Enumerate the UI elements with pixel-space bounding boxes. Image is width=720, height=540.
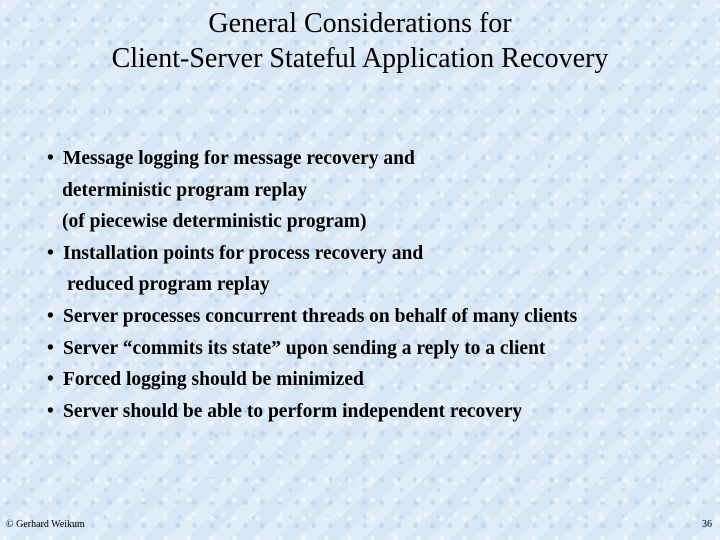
- bullet-line: [47, 238, 712, 270]
- bullet-line: [47, 396, 712, 428]
- bullet-icon: •: [47, 400, 54, 422]
- bullet-list: [47, 143, 712, 427]
- bullet-item: [47, 333, 712, 365]
- bullet-item: [47, 143, 712, 238]
- slide-title: [0, 6, 720, 76]
- bullet-item: [47, 396, 712, 428]
- bullet-icon: •: [47, 305, 54, 327]
- bullet-icon: •: [47, 337, 54, 359]
- bullet-continuation: (of piecewise deterministic program): [62, 211, 367, 233]
- bullet-text: Server should be able to perform independent recovery: [63, 400, 523, 422]
- bullet-line: [47, 333, 712, 365]
- bullet-text: Installation points for process recovery and: [63, 242, 424, 264]
- bullet-line: [47, 143, 712, 175]
- bullet-item: [47, 238, 712, 301]
- bullet-text: Server processes concurrent threads on behalf of many clients: [63, 305, 578, 327]
- bullet-line: [47, 301, 712, 333]
- bullet-icon: •: [47, 148, 54, 169]
- bullet-item: [47, 364, 712, 396]
- slide-title-line-1: General Considerations for: [208, 8, 512, 39]
- footer-copyright: © Gerhard Weikum: [6, 519, 85, 530]
- bullet-line: [47, 364, 712, 396]
- bullet-icon: •: [47, 242, 54, 264]
- bullet-continuation: reduced program replay: [67, 274, 270, 296]
- bullet-text: Message logging for message recovery and: [63, 148, 415, 169]
- bullet-icon: •: [47, 369, 54, 391]
- bullet-text: Server “commits its state” upon sending a reply to a client: [63, 337, 546, 359]
- bullet-item: [47, 301, 712, 333]
- footer-page-number: 36: [702, 519, 712, 530]
- slide-title-line-2: Client-Server Stateful Application Recovery: [111, 43, 609, 74]
- bullet-continuation: deterministic program replay: [62, 179, 308, 201]
- bullet-text: Forced logging should be minimized: [63, 369, 364, 391]
